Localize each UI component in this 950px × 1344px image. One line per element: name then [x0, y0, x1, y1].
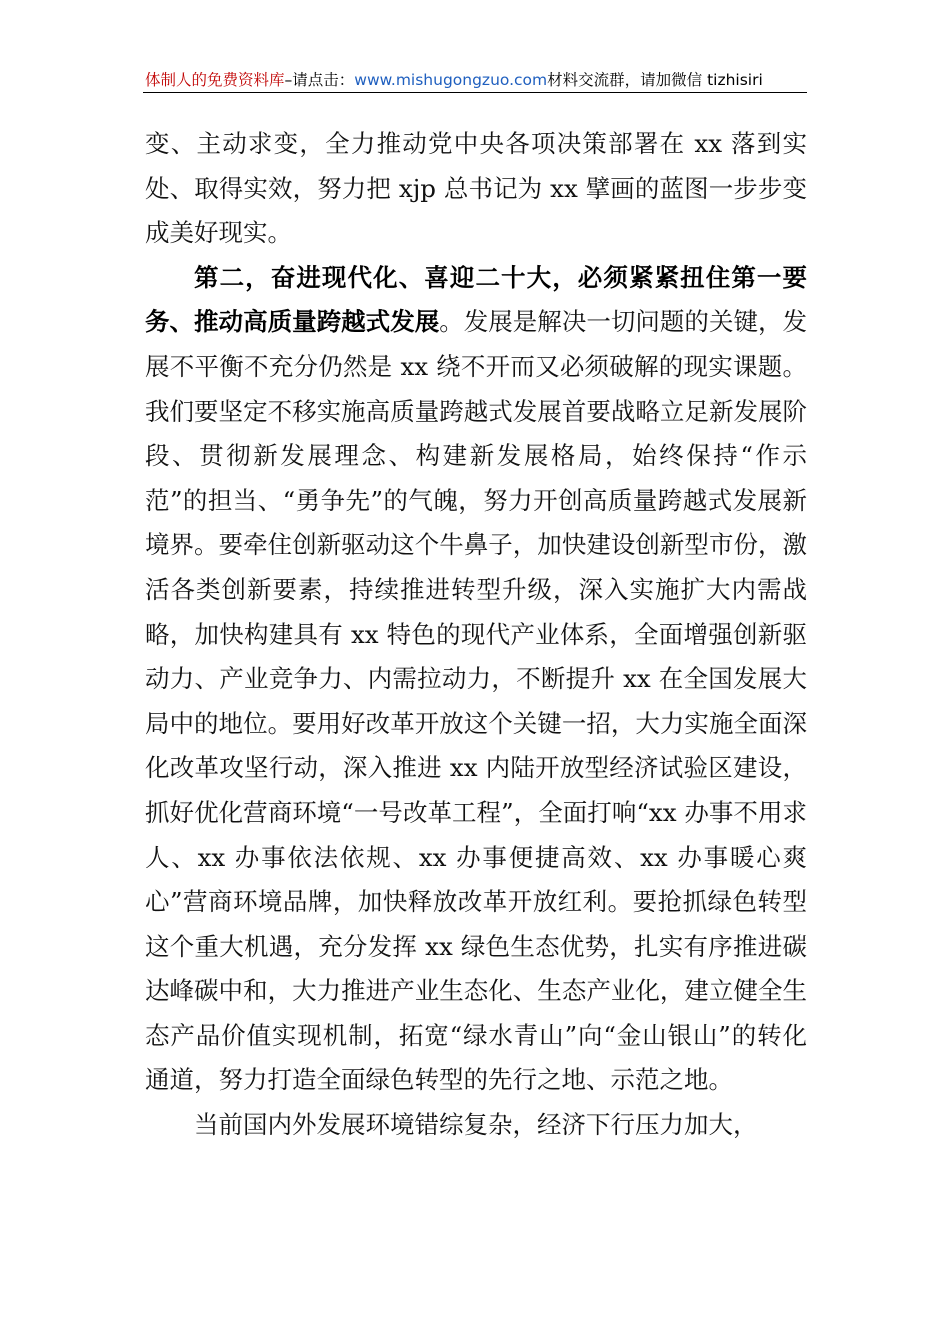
paragraph-1: 变、主动求变，全力推动党中央各项决策部署在 xx 落到实处、取得实效，努力把 xjp 总书记为 xx 擘画的蓝图一步步变成美好现实。: [145, 129, 807, 248]
header-contact: 材料交流群，请加微信 tizhisiri: [547, 71, 763, 89]
paragraph-2-heading: 第二，奋进现代化、喜迎二十大，必须紧紧扭住第一要务、推动高质量跨越式发展: [145, 262, 807, 337]
header-divider: [143, 92, 807, 93]
page-header: [145, 68, 807, 92]
paragraph-2-text: 。发展是解决一切问题的关键，发展不平衡不充分仍然是 xx 绕不开而又必须破解的现实课题。我们要坚定不移实施高质量跨越式发展首要战略立足新发展阶段、贯彻新发展理念、构建新发展格局，始终保持“作示范”的担当、“勇争先”的气魄，努力开创高质量跨越式发展新境界。要牵住创新驱动这个牛鼻子，加快建设创新型市份，激活各类创新要素，持续推进转型升级，深入实施扩大内需战略，加快构建具有 xx 特色的现代产业体系，全面增强创新驱动力、产业竞争力、内需拉动力，不断提升 xx 在全国发展大局中的地位。要用好改革开放这个关键一招，大力实施全面深化改革攻坚行动，深入推进 xx 内陆开放型经济试验区建设，抓好优化营商环境“一号改革工程”，全面打响“xx 办事不用求人、xx 办事依法依规、xx 办事便捷高效、xx 办事暖心爽心”营商环境品牌，加快释放改革开放红利。要抢抓绿色转型这个重大机遇，充分发挥 xx 绿色生态优势，扎实有序推进碳达峰碳中和，大力推进产业生态化、生态产业化，建立健全生态产品价值实现机制，拓宽“绿水青山”向“金山银山”的转化通道，努力打造全面绿色转型的先行之地、示范之地。: [145, 307, 808, 1095]
paragraph-2: [145, 256, 807, 1103]
header-prompt: –请点击：: [284, 71, 355, 89]
header-url-link[interactable]: www.mishugongzuo.com: [354, 71, 548, 89]
paragraph-3: 当前国内外发展环境错综复杂，经济下行压力加大，: [194, 1110, 758, 1140]
header-brand: 体制人的免费资料库: [145, 71, 285, 89]
document-body: [145, 122, 807, 1148]
